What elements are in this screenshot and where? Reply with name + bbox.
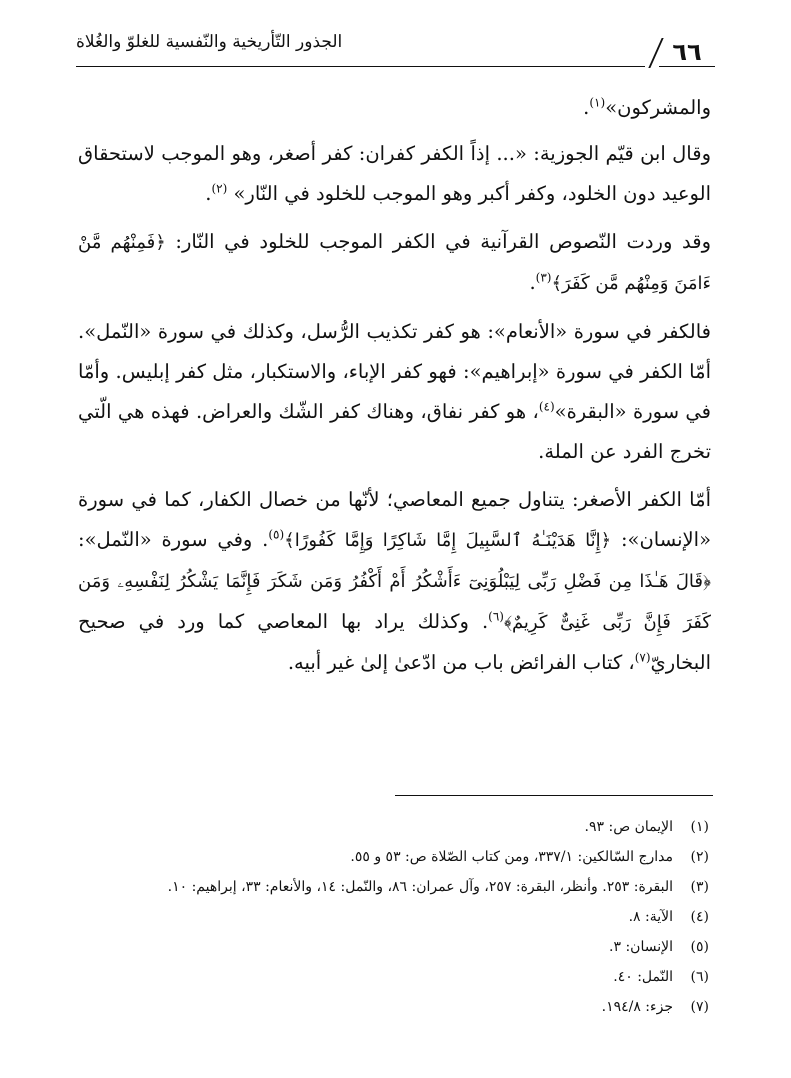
footnote-ref-5: (٥) [268,527,285,542]
quran-verse-insan: ﴿إِنَّا هَدَيْنَـٰهُ ٱلسَّبِيلَ إِمَّا شَاكِرًا وَإِمَّا كَفُورًا﴾ [284,530,612,551]
footnote-ref-2: (٢) [211,181,228,196]
footnote-number: (٦) [690,969,709,985]
paragraph-1-end: . [583,96,590,119]
paragraph-5-text-c: . وكذلك يراد بها المعاصي كما ورد في صحيح البخاريّ [78,610,711,674]
footnote-text: الإنسان: ٣. [609,939,673,955]
footnote-number: (١) [690,819,709,835]
footnote-number: (٣) [690,879,709,895]
page-number-underline [659,66,715,67]
footnote-item [80,902,709,932]
paragraph-1 [78,88,711,128]
footnote-item [80,812,709,842]
footnote-item [80,842,709,872]
paragraph-5-text-a: أمّا الكفر الأصغر: يتناول جميع المعاصي؛ لأنّها من خصال الكفار، كما في سورة «الإنسان»: [78,488,712,551]
paragraph-4 [78,312,711,472]
footnote-text: البقرة: ٢٥٣. وأنظر، البقرة: ٢٥٧، وآل عمران: ٨٦، والنّمل: ١٤، والأنعام: ٣٣، إبراهيم: ١٠. [167,879,673,895]
footnote-text: جزء: ١٩٤/٨. [601,999,673,1015]
paragraph-5-text-b: . وفي سورة «النّمل»: [78,528,269,551]
footnotes-list [80,812,709,1022]
footnote-item [80,962,709,992]
quran-verse-naml: ﴿قَالَ هَـٰذَا مِن فَضْلِ رَبِّى لِيَبْلُوَنِىٓ ءَأَشْكُرُ أَمْ أَكْفُرُ وَمَن شَكَرَ فَإِنَّمَا يَشْكُرُ لِنَفْسِهِۦ وَمَن كَفَرَ فَإِنَّ رَبِّى غَنِىٌّ كَرِيمٌ﴾ [78,571,711,633]
footnote-number: (٢) [690,849,709,865]
footnote-ref-4: (٤) [538,399,555,414]
footnote-ref-7: (٧) [634,650,651,665]
footnote-number: (٧) [690,999,709,1015]
footnote-item [80,992,709,1022]
paragraph-2-end: . [205,182,212,205]
footnote-ref-1: (١) [589,95,606,110]
paragraph-3-end: . [529,271,536,294]
paragraph-4-text-b: ، هو كفر نفاق، وهناك كفر الشّك والعراض. فهذه هي الّتي تخرج الفرد عن الملة. [78,400,711,463]
footnote-text: النّمل: ٤٠. [613,969,673,985]
paragraph-2-text: وقال ابن قيّم الجوزية: «... إذاً الكفر كفران: كفر أصغر، وهو الموجب لاستحقاق الوعيد دون الخلود، وكفر أكبر وهو الموجب للخلود في النّار» [78,142,711,205]
footnote-number: (٥) [690,939,709,955]
footnote-item [80,932,709,962]
page-number: ٦٦ [672,38,702,66]
paragraph-3 [78,222,711,304]
paragraph-5 [78,480,711,683]
main-text [78,88,711,691]
quran-verse-kafar: ﴿فَمِنْهُم مَّنْ ءَامَنَ وَمِنْهُم مَّن كَفَرَ﴾ [78,232,711,294]
paragraph-2 [78,134,711,214]
paragraph-4-text-a: فالكفر في سورة «الأنعام»: هو كفر تكذيب الرُّسل، وكذلك في سورة «النّمل». أمّا الكفر في سورة «إبراهيم»: فهو كفر الإباء، والاستكبار، مثل كفر إبليس. وأمّا في سورة «البقرة» [78,320,711,423]
header-rule [76,66,645,67]
footnote-ref-6: (٦) [488,609,504,624]
footnote-item [80,872,709,902]
running-header [76,28,715,78]
page-number-box [647,36,715,68]
paragraph-5-text-d: ، كتاب الفرائض باب من ادّعىٰ إلىٰ غير أبيه. [287,651,635,674]
footnote-ref-3: (٣) [535,270,552,285]
footnote-number: (٤) [690,909,709,925]
footnote-separator [395,795,713,796]
paragraph-3-text: وقد وردت النّصوص القرآنية في الكفر الموجب للخلود في النّار: [175,230,711,253]
paragraph-1-text: والمشركون» [605,96,711,119]
header-title: الجذور التّأريخية والنّفسية للغلوّ والغُلاة [76,32,343,52]
footnote-text: الإيمان ص: ٩٣. [584,819,673,835]
footnote-text: مدارج السّالكين: ٣٣٧/١، ومن كتاب الصّلاة ص: ٥٣ و ٥٥. [350,849,673,865]
footnote-text: الآية: ٨. [628,909,673,925]
